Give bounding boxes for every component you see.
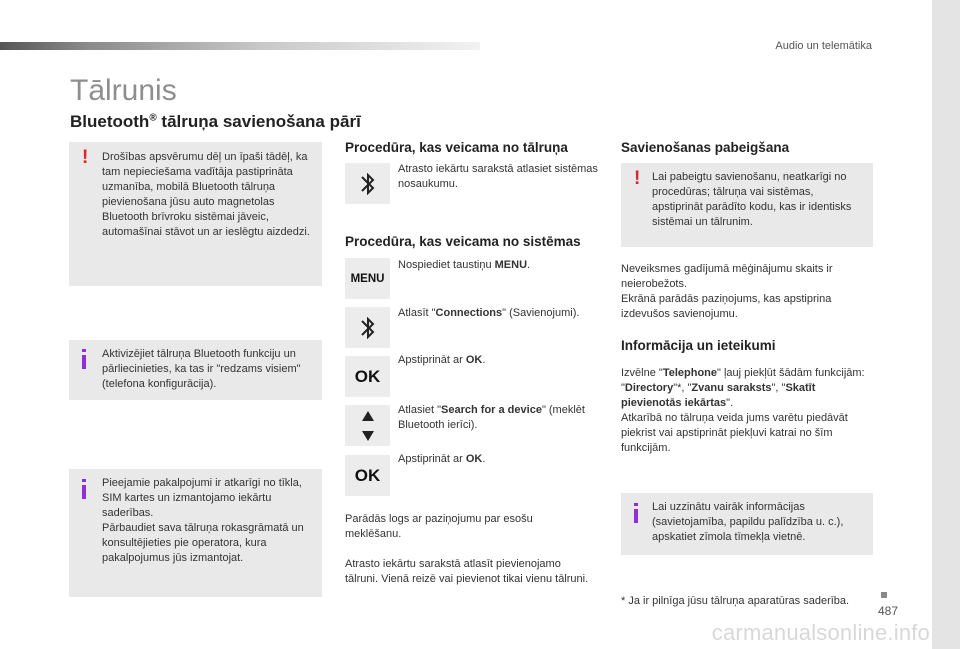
services-info-line2: Pārbaudiet sava tālruņa rokasgrāmatā un konsultējieties pie operatora, kura pakalpojumus jūs izmantojat. [102,522,304,564]
page-marker [881,592,887,598]
step-5-text: Apstiprināt ar [398,453,466,465]
step-3-end: . [482,354,486,366]
system-step-4 [398,403,598,433]
warning-icon: ! [82,147,89,168]
failure-line-1: Neveiksmes gadījumā mēģinājumu skaits ir neierobežots. [621,263,833,290]
select-phone-text: Atrasto iekārtu sarakstā atlasīt pievienojamo tālruni. Vienā reizē vai pievienot tikai vienu tālruni. [345,558,589,585]
tel-bold-h: Skatīt pievienotās iekārtas [621,382,816,409]
tel-text-a: Izvēlne " [621,367,663,379]
phone-step-text: Atrasto iekārtu sarakstā atlasiet sistēmas nosaukumu. [398,163,598,190]
system-step-2 [398,306,603,321]
info-icon [82,479,86,499]
arrows-button-tile [345,405,390,446]
subtitle-brand: Bluetooth [70,112,150,131]
end-connection-heading: Savienošanas pabeigšana [621,140,790,155]
tel-text-e: "*, " [673,382,692,394]
info-icon [82,349,86,369]
step-4-end: " (meklēt Bluetooth ierīci). [398,404,585,431]
bluetooth-info-text: Aktivizējiet tālruņa Bluetooth funkciju un pārliecinieties, ka tas ir "redzams visiem" (telefona konfigurācija). [102,348,301,390]
tel-text-c: " ļauj piekļūt šādām funkcijām: " [621,367,865,394]
bluetooth-icon [358,169,378,199]
up-down-arrows-icon [360,409,376,443]
failure-text [621,262,871,322]
step-2-text: Atlasīt " [398,307,436,319]
menu-button-label: MENU [350,272,385,285]
tel-access-text: Atkarībā no tālruņa veida jums varētu piedāvāt piekrist vai apstiprināt piekļuvi katrai no šīm funkcijām. [621,412,848,454]
tel-bold-b: Telephone [662,367,718,379]
page-edge-strip [932,0,960,649]
system-step-3 [398,353,598,368]
section-header: Audio un telemātika [775,40,872,52]
watermark: carmanualsonline.info [711,620,930,645]
menu-button-tile [345,258,390,299]
phone-procedure-heading: Procedūra, kas veicama no tālruņa [345,140,568,155]
services-info-box [69,469,322,597]
tel-text-g: ", " [771,382,786,394]
bluetooth-tile [345,163,390,204]
code-warning-box [621,163,873,247]
code-warning-text: Lai pabeigtu savienošanu, neatkarīgi no procedūras; tālruņa vai sistēmas, apstiprināt parādīto kodu, kas ir identisks sistēmai un tālrunim. [652,171,852,228]
page-number: 487 [877,604,898,618]
telephone-menu-text [621,366,871,456]
search-window-text: Parādās logs ar paziņojumu par esošu meklēšanu. [345,513,533,540]
info-heading: Informācija un ieteikumi [621,338,776,353]
warning-icon: ! [634,168,641,189]
bluetooth-tile [345,307,390,348]
ok-button-tile [345,356,390,397]
safety-warning-text: Drošības apsvērumu dēļ un īpaši tādēļ, ka tam nepieciešama vadītāja pastiprināta uzmanība, mobilā Bluetooth tālruņa pievienošana jūsu auto magnetolas Bluetooth brīvroku sistēmai jāveic, automašīnai stāvot un ar ieslēgtu aizdedzi. [102,151,310,238]
bluetooth-info-box [69,340,322,400]
more-info-text: Lai uzzinātu vairāk informācijas (savietojamība, papildu palīdzība u. c.), apskatiet zīmola tīmekļa vietnē. [652,501,844,543]
ok-button-label: OK [354,465,381,485]
system-step-1 [398,258,598,273]
registered-mark: ® [149,112,157,124]
ok-button-label: OK [354,366,381,386]
step-5-end: . [482,453,486,465]
step-3-bold: OK [465,354,483,366]
safety-warning-box [69,142,322,286]
step-4-text: Atlasiet " [398,404,442,416]
step-1-text: Nospiediet taustiņu [398,259,495,271]
failure-line-2: Ekrānā parādās paziņojums, kas apstiprina izdevušos savienojumu. [621,293,832,320]
bluetooth-icon [358,313,378,343]
more-info-box [621,493,873,555]
step-3-text: Apstiprināt ar [398,354,466,366]
tel-text-i: ". [726,397,734,409]
page-title: Tālrunis [70,74,177,107]
page-subtitle [70,112,361,132]
footnote: * Ja ir pilnīga jūsu tālruņa aparatūras saderība. [621,595,850,607]
step-1-bold: MENU [494,259,528,271]
step-2-bold: Connections [435,307,503,319]
header-gradient-bar [0,42,480,50]
step-2-end: " (Savienojumi). [502,307,580,319]
system-procedure-heading: Procedūra, kas veicama no sistēmas [345,234,581,249]
services-info-text [102,476,314,566]
tel-bold-d: Directory [624,382,674,394]
subtitle-rest: tālruņa savienošana pārī [156,112,361,131]
step-1-end: . [527,259,531,271]
services-info-line1: Pieejamie pakalpojumi ir atkarīgi no tīkla, SIM kartes un izmantojamo iekārtu saderības. [102,477,302,519]
system-step-5 [398,452,598,467]
info-icon [634,503,638,523]
tel-bold-f: Zvanu saraksts [691,382,772,394]
ok-button-tile [345,455,390,496]
step-5-bold: OK [465,453,483,465]
step-4-bold: Search for a device [441,404,542,416]
